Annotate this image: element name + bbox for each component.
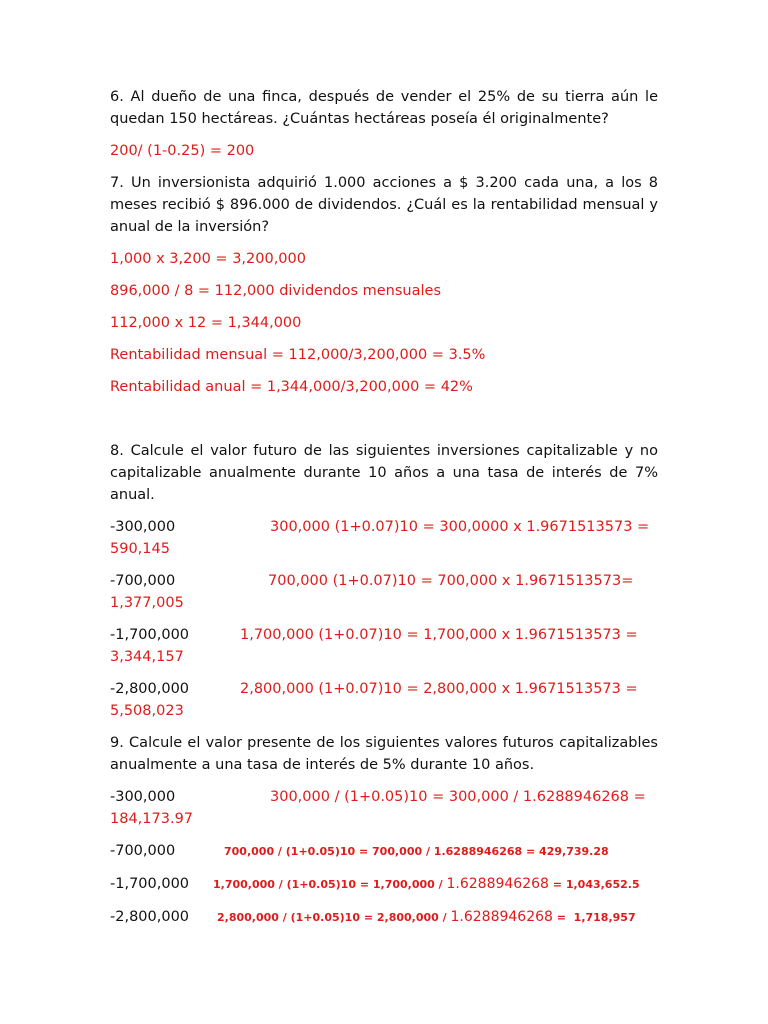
q9-row-4-calc-d: 1,718,957 [573, 911, 636, 924]
q8-row-3 [110, 624, 658, 668]
q8-row-1 [110, 516, 658, 560]
q8-row-2-label: -700,000 [110, 573, 176, 589]
q8-row-4-calc: 2,800,000 (1+0.07)10 = 2,800,000 x 1.9671513573 = [240, 681, 638, 697]
q8-row-3-result: 3,344,157 [110, 649, 184, 665]
q9-row-1-calc: 300,000 / (1+0.05)10 = 300,000 / 1.6288946268 = [270, 789, 646, 805]
q9-row-3-calc-a: 1,700,000 / (1+0.05)10 = 1,700,000 / [213, 878, 443, 891]
question-8: 8. Calcule el valor futuro de las siguientes inversiones capitalizable y no capitalizable anualmente durante 10 años a una tasa de interés de 7% anual. [110, 443, 658, 503]
q8-row-1-result: 590,145 [110, 541, 170, 557]
q9-row-3-calc [213, 878, 640, 891]
q9-row-2-label: -700,000 [110, 843, 176, 859]
q9-row-1-result: 184,173.97 [110, 811, 194, 827]
q8-row-2-calc: 700,000 (1+0.07)10 = 700,000 x 1.9671513573= [268, 573, 634, 589]
answer-7-line-4: Rentabilidad mensual = 112,000/3,200,000 = 3.5% [110, 347, 486, 363]
q8-row-4-result: 5,508,023 [110, 703, 184, 719]
q9-row-1 [110, 786, 658, 830]
question-9: 9. Calcule el valor presente de los siguientes valores futuros capitalizables anualmente a una tasa de interés de 5% durante 10 años. [110, 735, 658, 773]
question-7: 7. Un inversionista adquirió 1.000 acciones a $ 3.200 cada una, a los 8 meses recibió $ 896.000 de dividendos. ¿Cuál es la rentabilidad mensual y anual de la inversión? [110, 175, 658, 235]
answer-7-line-1: 1,000 x 3,200 = 3,200,000 [110, 251, 306, 267]
q9-row-2 [110, 840, 658, 863]
q8-row-1-label: -300,000 [110, 519, 176, 535]
q8-row-3-calc: 1,700,000 (1+0.07)10 = 1,700,000 x 1.9671513573 = [240, 627, 638, 643]
q9-row-4-calc-b: 1.6288946268 [450, 909, 553, 925]
q9-row-4-calc-a: 2,800,000 / (1+0.05)10 = 2,800,000 / [217, 911, 447, 924]
q9-row-4-label: -2,800,000 [110, 909, 190, 925]
q8-row-2-result: 1,377,005 [110, 595, 184, 611]
q9-row-4-calc-c: = [556, 911, 566, 924]
answer-6: 200/ (1-0.25) = 200 [110, 143, 255, 159]
q9-row-2-calc: 700,000 / (1+0.05)10 = 700,000 / 1.6288946268 = 429,739.28 [224, 845, 609, 858]
q9-row-3-label: -1,700,000 [110, 876, 190, 892]
q9-row-4-calc [217, 911, 636, 924]
q8-row-1-calc: 300,000 (1+0.07)10 = 300,0000 x 1.9671513573 = [270, 519, 650, 535]
q8-row-4-label: -2,800,000 [110, 681, 190, 697]
q9-row-1-label: -300,000 [110, 789, 176, 805]
question-6: 6. Al dueño de una finca, después de vender el 25% de su tierra aún le quedan 150 hectáreas. ¿Cuántas hectáreas poseía él originalmente? [110, 89, 658, 127]
q9-row-3-calc-b: 1.6288946268 [446, 876, 549, 892]
q8-row-3-label: -1,700,000 [110, 627, 190, 643]
answer-7-line-3: 112,000 x 12 = 1,344,000 [110, 315, 302, 331]
answer-7-line-2: 896,000 / 8 = 112,000 dividendos mensuales [110, 283, 441, 299]
q8-row-4 [110, 678, 658, 722]
q9-row-3-calc-c: = 1,043,652.5 [552, 878, 640, 891]
q9-row-3 [110, 873, 658, 896]
answer-7-line-5: Rentabilidad anual = 1,344,000/3,200,000 = 42% [110, 379, 473, 395]
q9-row-4 [110, 906, 658, 929]
q8-row-2 [110, 570, 658, 614]
